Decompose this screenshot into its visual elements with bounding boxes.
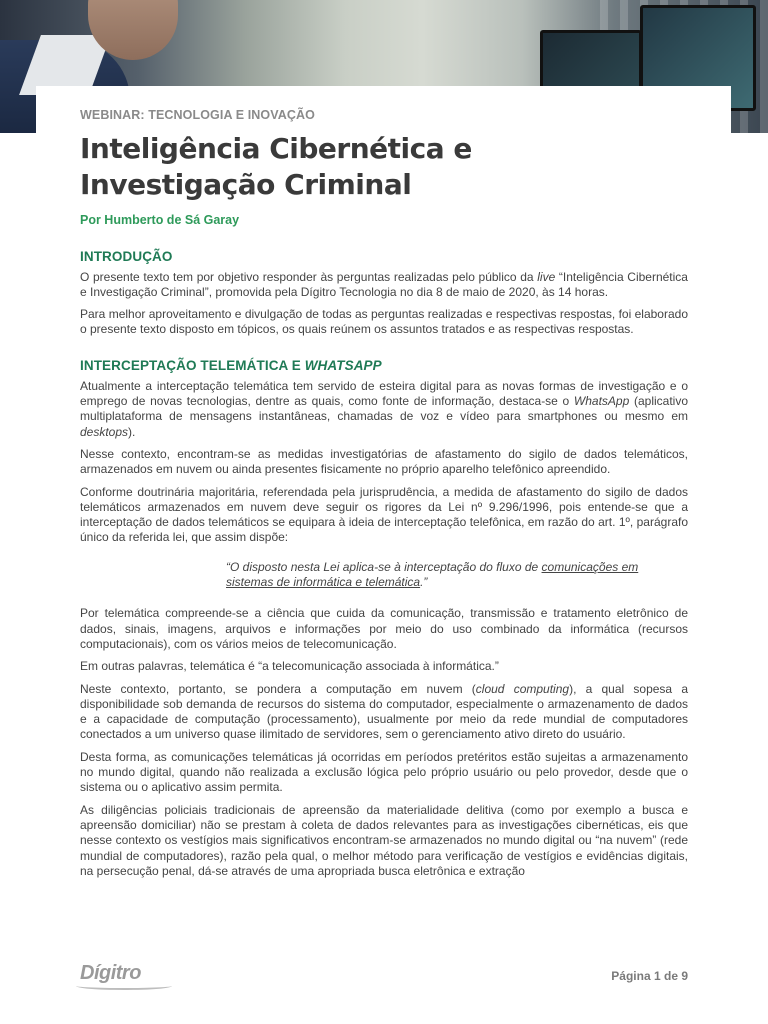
section2-paragraph-7: Desta forma, as comunicações telemáticas já ocorridas em períodos pretéritos estão sujeitas a armazenamento no mundo digital, quando não realizada a exclusão lógica pelo próprio usuário ou pelo provedor, desde que o sistema ou o aplicativo assim permita. bbox=[80, 749, 688, 795]
section2-paragraph-4: Por telemática compreende-se a ciência que cuida da comunicação, transmissão e tratamento eletrônico de dados, sinais, imagens, arquivos e informações por meio do uso combinado da informática (recursos computacionais), com os vários meios de telecomunicação. bbox=[80, 606, 688, 651]
digitro-logo: Dígitro bbox=[80, 962, 141, 985]
section2-paragraph-8: As diligências policiais tradicionais de apreensão da materialidade delitiva (como por exemplo a busca e apreensão domiciliar) não se prestam à coleta de dados relevantes para as investigações cibernéticas, eis que nesse contexto os vestígios mais significativos encontram-se armazenados no mundo digital ou “na nuvem” (rede mundial de computadores), razão pela qual, o melhor método para verificação de vestígios e evidências digitais, na persecução penal, dá-se através de uma apropriada busca eletrônica e extração bbox=[80, 802, 688, 878]
title-line-1: Inteligência Cibernética e bbox=[80, 132, 472, 166]
heading-introducao: INTRODUÇÃO bbox=[80, 248, 173, 264]
intro-paragraph-2: Para melhor aproveitamento e divulgação de todas as perguntas realizadas e respectivas respostas, foi elaborado o presente texto disposto em tópicos, os quais reúnem os assuntos tratados e as respectivas respostas. bbox=[80, 307, 688, 337]
title-line-2: Investigação Criminal bbox=[80, 168, 412, 202]
section2-paragraph-6: Neste contexto, portanto, se pondera a computação em nuvem (cloud computing), a qual sopesa a disponibilidade sob demanda de recursos do sistema do computador, especialmente o armazenamento de dados e a capacidade de computação (processamento), usualmente por meio da rede mundial de computadores conectados a um universo quase ilimitado de servidores, sem o gerenciamento ativo direto do usuário. bbox=[80, 681, 688, 742]
heading-interceptacao: INTERCEPTAÇÃO TELEMÁTICA E WHATSAPP bbox=[80, 357, 382, 373]
author-byline: Por Humberto de Sá Garay bbox=[80, 213, 240, 228]
section2-paragraph-1: Atualmente a interceptação telemática tem servido de esteira digital para as novas formas de investigação e o emprego de novas tecnologias, dentre as quais, como fonte de informação, destaca-se o WhatsApp (aplicativo multiplataforma de mensagens instantâneas, chamadas de voz e vídeo para smartphones ou mesmo em desktops). bbox=[80, 378, 688, 439]
intro-paragraph-1: O presente texto tem por objetivo responder às perguntas realizadas pelo público da live “Inteligência Cibernética e Investigação Criminal”, promovida pela Dígitro Tecnologia no dia 8 de maio de 2020, às 14 horas. bbox=[80, 269, 688, 299]
law-quote: “O disposto nesta Lei aplica-se à interceptação do fluxo de comunicações em sistemas de informática e telemática.” bbox=[226, 559, 639, 590]
webinar-kicker: WEBINAR: TECNOLOGIA E INOVAÇÃO bbox=[80, 108, 315, 122]
document-body bbox=[80, 108, 688, 886]
section2-paragraph-5: Em outras palavras, telemática é “a telecomunicação associada à informática.” bbox=[80, 659, 499, 674]
section2-paragraph-2: Nesse contexto, encontram-se as medidas investigatórias de afastamento do sigilo de dados telemáticos, armazenados em nuvem ou ainda presentes fisicamente no próprio aparelho telefônico apreendido. bbox=[80, 446, 688, 477]
page-title bbox=[80, 131, 688, 203]
logo-swoosh bbox=[76, 982, 172, 990]
page-number: Página 1 de 9 bbox=[611, 969, 688, 983]
section2-paragraph-3: Conforme doutrinária majoritária, referendada pela jurisprudência, a medida de afastamento do sigilo de dados telemáticos armazenados em nuvem deve seguir os rigores da Lei nº 9.296/1996, pois entende-se que a interceptação de dados telemáticos se equipara à ideia de interceptação telefônica, em razão do art. 1º, parágrafo único da referida lei, que assim dispõe: bbox=[80, 484, 688, 545]
